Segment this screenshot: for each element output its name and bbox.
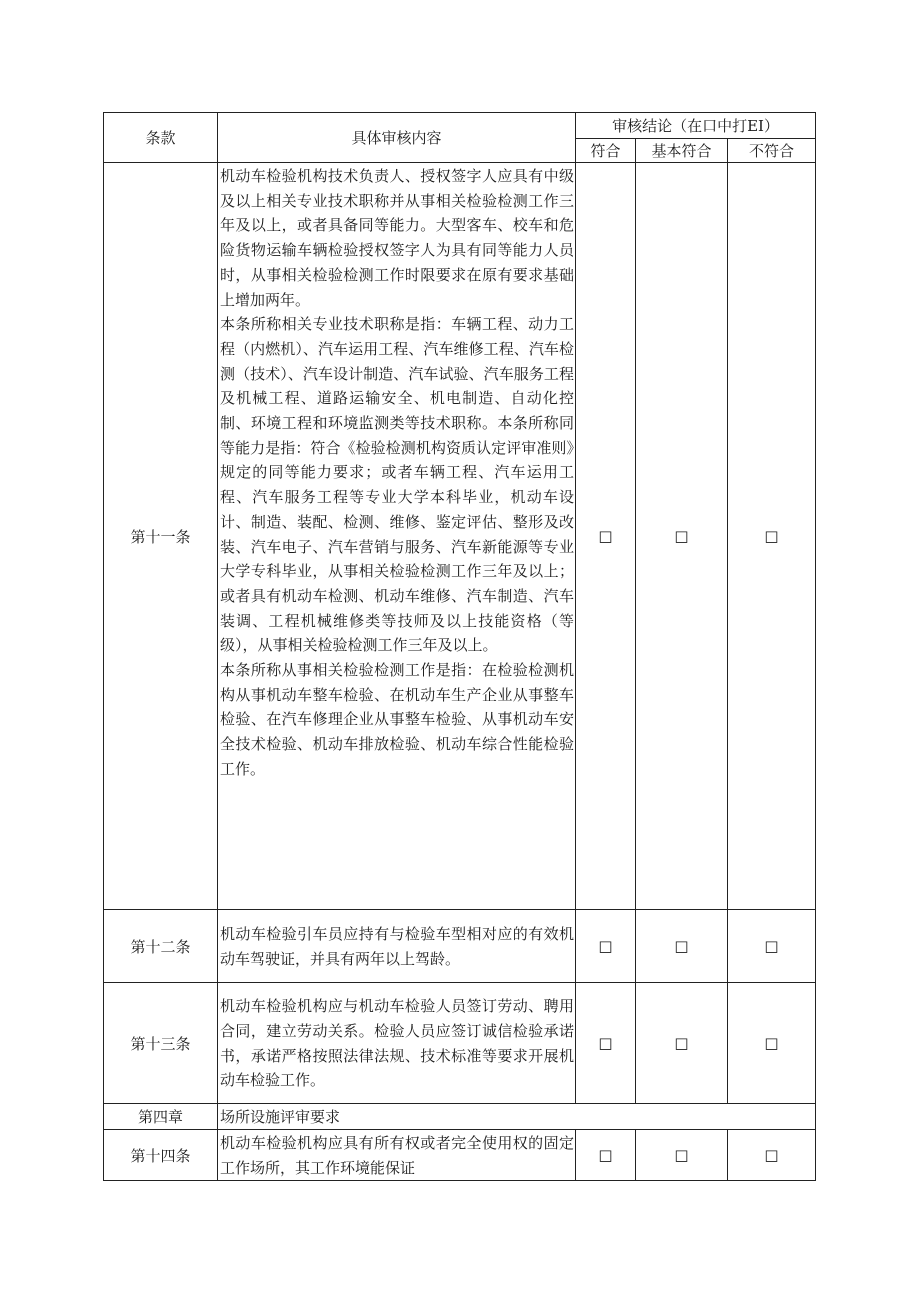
content-paragraph: 机动车检验机构应与机动车检验人员签订劳动、聘用合同，建立劳动关系。检验人员应签订诚信检验承诺书，承诺严格按照法律法规、技术标准等要求开展机动车检验工作。 bbox=[220, 997, 574, 1090]
checkbox-comply[interactable]: □ bbox=[576, 910, 636, 983]
content-paragraph: 机动车检验机构技术负责人、授权签字人应具有中级及以上相关专业技术职称并从事相关检验检测工作三年及以上，或者具备同等能力。大型客车、校车和危险货物运输车辆检验授权签字人为具有同等能力人员时，从事相关检验检测工作时限要求在原有要求基础上增加两年。 bbox=[220, 167, 574, 309]
clause-content bbox=[218, 910, 576, 983]
chapter-label: 第四章 bbox=[104, 1104, 218, 1130]
header-conclusion: 审核结论（在口中打EI） bbox=[576, 113, 816, 139]
clause-content bbox=[218, 983, 576, 1104]
header-option-basic-comply: 基本符合 bbox=[636, 139, 728, 163]
table-row bbox=[104, 983, 816, 1104]
clause-content bbox=[218, 163, 576, 910]
table-row bbox=[104, 910, 816, 983]
clause-label: 第十三条 bbox=[104, 983, 218, 1104]
content-paragraph: 机动车检验引车员应持有与检验车型相对应的有效机动车驾驶证，并具有两年以上驾龄。 bbox=[220, 924, 574, 968]
checkbox-not-comply[interactable]: □ bbox=[728, 163, 816, 910]
checkbox-comply[interactable]: □ bbox=[576, 1130, 636, 1181]
checkbox-comply[interactable]: □ bbox=[576, 163, 636, 910]
checkbox-basic-comply[interactable]: □ bbox=[636, 1130, 728, 1181]
checkbox-comply[interactable]: □ bbox=[576, 983, 636, 1104]
clause-label: 第十四条 bbox=[104, 1130, 218, 1181]
audit-table bbox=[103, 112, 816, 1181]
clause-content bbox=[218, 1130, 576, 1181]
chapter-row bbox=[104, 1104, 816, 1130]
header-content: 具体审核内容 bbox=[218, 113, 576, 163]
content-paragraph: 本条所称相关专业技术职称是指：车辆工程、动力工程（内燃机）、汽车运用工程、汽车维修工程、汽车检测（技术）、汽车设计制造、汽车试验、汽车服务工程及机械工程、道路运输安全、机电制造、自动化控制、环境工程和环境监测类等技术职称。本条所称同等能力是指：符合《检验检测机构资质认定评审准则》规定的同等能力要求；或者车辆工程、汽车运用工程、汽车服务工程等专业大学本科毕业，机动车设计、制造、装配、检测、维修、鉴定评估、整形及改装、汽车电子、汽车营销与服务、汽车新能源等专业大学专科毕业，从事相关检验检测工作三年及以上；或者具有机动车检测、机动车维修、汽车制造、汽车装调、工程机械维修类等技师及以上技能资格（等级），从事相关检验检测工作三年及以上。 bbox=[220, 315, 574, 655]
checkbox-not-comply[interactable]: □ bbox=[728, 1130, 816, 1181]
checkbox-basic-comply[interactable]: □ bbox=[636, 163, 728, 910]
header-option-not-comply: 不符合 bbox=[728, 139, 816, 163]
header-option-comply: 符合 bbox=[576, 139, 636, 163]
checkbox-not-comply[interactable]: □ bbox=[728, 910, 816, 983]
chapter-title: 场所设施评审要求 bbox=[218, 1104, 816, 1130]
clause-label: 第十一条 bbox=[104, 163, 218, 910]
checkbox-not-comply[interactable]: □ bbox=[728, 983, 816, 1104]
checkbox-basic-comply[interactable]: □ bbox=[636, 983, 728, 1104]
content-paragraph: 机动车检验机构应具有所有权或者完全使用权的固定工作场所，其工作环境能保证 bbox=[220, 1134, 574, 1177]
table-row bbox=[104, 1130, 816, 1181]
clause-label: 第十二条 bbox=[104, 910, 218, 983]
content-paragraph: 本条所称从事相关检验检测工作是指：在检验检测机构从事机动车整车检验、在机动车生产企业从事整车检验、在汽车修理企业从事整车检验、从事机动车安全技术检验、机动车排放检验、机动车综合性能检验工作。 bbox=[220, 661, 574, 778]
table-row bbox=[104, 163, 816, 910]
checkbox-basic-comply[interactable]: □ bbox=[636, 910, 728, 983]
header-clause: 条款 bbox=[104, 113, 218, 163]
